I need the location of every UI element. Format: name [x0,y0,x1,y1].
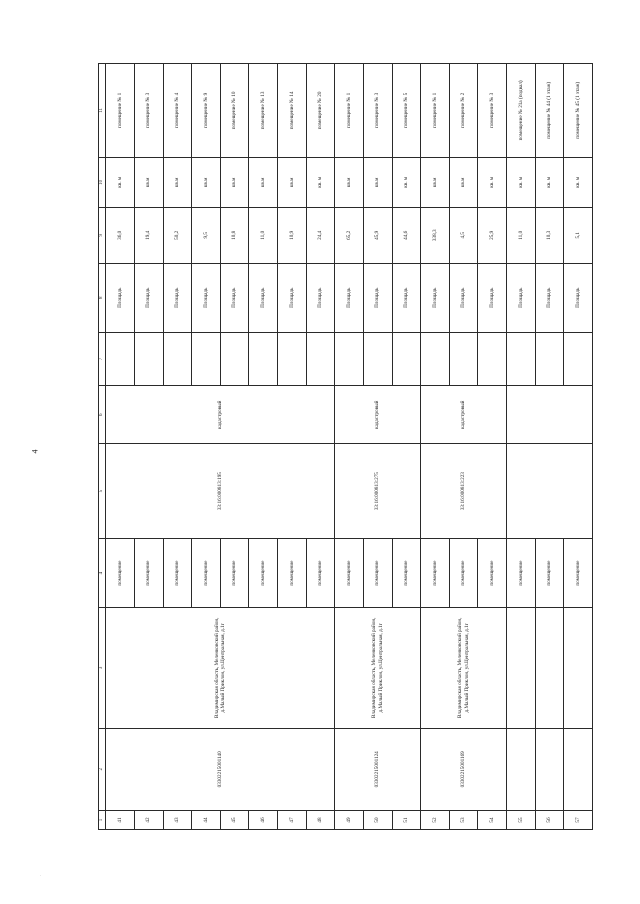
address: Владимирская область, Меленковский район, д.Малый Приклон, ул.Центральная, д.1г [335,608,421,728]
column-header: 11 [99,64,106,158]
object-type: помещение [564,539,593,608]
object-type: помещение [478,539,507,608]
table-row [507,64,536,830]
col7-empty [421,332,450,386]
row-number: 52 [421,811,450,830]
object-type: помещение [306,539,335,608]
number-kind: кадастровый [421,386,507,444]
unit: кв.м [163,157,192,207]
col7-empty [449,332,478,386]
parameter-value: 65,2 [335,207,364,263]
unit: кв. м [564,157,593,207]
unit: кв.м [335,157,364,207]
object-type: помещение [192,539,221,608]
parameter-name: Площадь [363,263,392,332]
page-number: 4 [30,449,40,454]
col7-empty [478,332,507,386]
parameter-value: 44,6 [392,207,421,263]
parameter-name: Площадь [335,263,364,332]
col7-empty [278,332,307,386]
unit: кв. м [507,157,536,207]
premise-name: помещение № 1 [106,64,135,158]
row-number: 56 [535,811,564,830]
premise-name: помещение № 4 [163,64,192,158]
premise-name: помещение № 1 [421,64,450,158]
object-type: помещение [421,539,450,608]
parameter-value: 24,4 [306,207,335,263]
cadastral-number: 33:16:000813:223 [421,444,507,539]
col7-empty [306,332,335,386]
unit: кв.м [421,157,450,207]
col7-empty [535,332,564,386]
table-row [106,64,135,830]
premise-name: помещение № 45 (1 этаж) [564,64,593,158]
object-type: помещение [249,539,278,608]
table-row [421,64,450,830]
col7-empty [134,332,163,386]
cadastral-number-empty [507,444,593,539]
row-number: 53 [449,811,478,830]
parameter-name: Площадь [478,263,507,332]
premise-name: помещение № 3 [363,64,392,158]
parameter-name: Площадь [535,263,564,332]
premise-name: помещение № 3 [478,64,507,158]
number-kind-empty [507,386,593,444]
parameter-value: 45,9 [363,207,392,263]
premise-name: помещение № 2 [449,64,478,158]
parameter-name: Площадь [392,263,421,332]
parameter-value: 50,2 [163,207,192,263]
premise-name: помещение № 10 [220,64,249,158]
row-number: 43 [163,811,192,830]
col7-empty [163,332,192,386]
address-empty [535,608,564,728]
row-number: 54 [478,811,507,830]
parameter-value: 11,0 [249,207,278,263]
unit: кв.м [134,157,163,207]
parameter-value: 25,9 [478,207,507,263]
address: Владимирская область, Меленковский район, д.Малый Приклон, ул.Центральная, д.1г [106,608,335,728]
column-header: 3 [99,608,106,728]
row-number: 41 [106,811,135,830]
row-number: 47 [278,811,307,830]
unit: кв.м [192,157,221,207]
premise-name: помещение № 20 [306,64,335,158]
unit: кв.м [363,157,392,207]
column-header: 7 [99,332,106,386]
address: Владимирская область, Меленковский район, д.Малый Приклон, ул.Центральная, д.1г [421,608,507,728]
object-type: помещение [535,539,564,608]
parameter-name: Площадь [106,263,135,332]
registry-table [98,63,593,830]
cadastral-code-empty [564,728,593,811]
parameter-name: Площадь [278,263,307,332]
premise-name: помещение № 21а (подвал) [507,64,536,158]
parameter-value: 9,5 [192,207,221,263]
object-type: помещение [363,539,392,608]
column-header: 9 [99,207,106,263]
parameter-name: Площадь [249,263,278,332]
object-type: помещение [278,539,307,608]
object-type: помещение [163,539,192,608]
col7-empty [507,332,536,386]
parameter-name: Площадь [192,263,221,332]
premise-name: помещение № 14 [278,64,307,158]
premise-name: помещение № 1 [335,64,364,158]
row-number: 44 [192,811,221,830]
object-type: помещение [220,539,249,608]
unit: кв. м [535,157,564,207]
parameter-name: Площадь [421,263,450,332]
object-type: помещение [134,539,163,608]
parameter-name: Площадь [507,263,536,332]
row-number: 45 [220,811,249,830]
cadastral-code-empty [535,728,564,811]
object-type: помещение [507,539,536,608]
row-number: 51 [392,811,421,830]
object-type: помещение [106,539,135,608]
parameter-value: 10,3 [535,207,564,263]
address-empty [507,608,536,728]
cadastral-number: 33:16:000813:195 [106,444,335,539]
parameter-value: 19,4 [134,207,163,263]
col7-empty [564,332,593,386]
cadastral-code: 03302215001169 [421,728,507,811]
object-type: помещение [449,539,478,608]
parameter-value: 10,8 [220,207,249,263]
col7-empty [192,332,221,386]
unit: кв. м [392,157,421,207]
premise-name: помещение № 13 [249,64,278,158]
col7-empty [363,332,392,386]
col7-empty [335,332,364,386]
scan-mark: · [40,873,42,878]
column-header: 2 [99,728,106,811]
col7-empty [392,332,421,386]
parameter-value: 5,1 [564,207,593,263]
number-kind: кадастровый [335,386,421,444]
premise-name: помещение № 9 [192,64,221,158]
row-number: 48 [306,811,335,830]
cadastral-code-empty [507,728,536,811]
cadastral-code: 03302215001124 [335,728,421,811]
table-row [335,64,364,830]
cadastral-number: 33:16:000813:275 [335,444,421,539]
column-header: 4 [99,539,106,608]
unit: кв. м [106,157,135,207]
parameter-value: 338,3 [421,207,450,263]
header-row [99,64,106,830]
parameter-value: 4,5 [449,207,478,263]
column-header: 10 [99,157,106,207]
unit: кв.м [278,157,307,207]
premise-name: помещение № 3 [134,64,163,158]
column-header: 8 [99,263,106,332]
object-type: помещение [335,539,364,608]
unit: кв. м [478,157,507,207]
parameter-name: Площадь [449,263,478,332]
unit: кв.м [220,157,249,207]
row-number: 46 [249,811,278,830]
cadastral-code: 03302215001140 [106,728,335,811]
column-header: 6 [99,386,106,444]
col7-empty [106,332,135,386]
address-empty [564,608,593,728]
number-kind: кадастровый [106,386,335,444]
col7-empty [220,332,249,386]
parameter-name: Площадь [163,263,192,332]
parameter-value: 10,9 [278,207,307,263]
row-number: 49 [335,811,364,830]
parameter-name: Площадь [564,263,593,332]
rotated-table-wrapper [98,63,593,830]
unit: кв.м [449,157,478,207]
parameter-value: 11,0 [507,207,536,263]
row-number: 57 [564,811,593,830]
premise-name: помещение № 44 (1 этаж) [535,64,564,158]
col7-empty [249,332,278,386]
row-number: 42 [134,811,163,830]
parameter-value: 36,0 [106,207,135,263]
row-number: 50 [363,811,392,830]
column-header: 5 [99,444,106,539]
object-type: помещение [392,539,421,608]
parameter-name: Площадь [306,263,335,332]
column-header: 1 [99,811,106,830]
unit: кв.м [249,157,278,207]
premise-name: помещение № 5 [392,64,421,158]
parameter-name: Площадь [220,263,249,332]
row-number: 55 [507,811,536,830]
parameter-name: Площадь [134,263,163,332]
unit: кв. м [306,157,335,207]
